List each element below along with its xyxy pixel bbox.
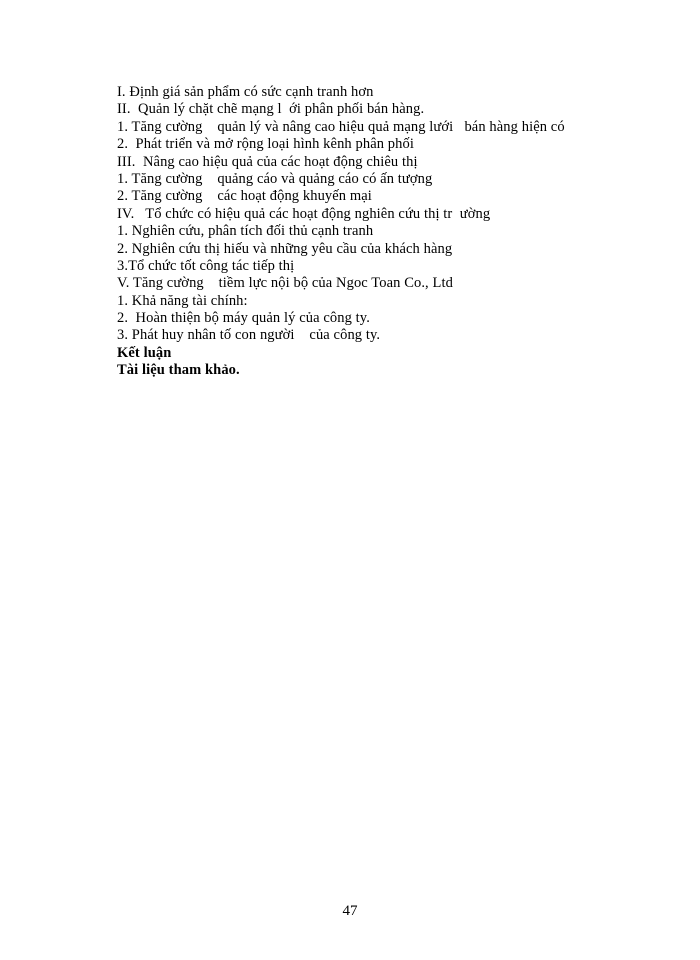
toc-line-8: IV. Tổ chức có hiệu quả các hoạt động nghiên cứu thị tr ường	[117, 205, 491, 222]
toc-line-references: Tài liệu tham khảo.	[117, 362, 240, 379]
page-number: 47	[342, 903, 358, 919]
toc-line-7: 2. Tăng cường các hoạt động khuyến mại	[117, 188, 372, 205]
toc-line-conclusion: Kết luận	[117, 344, 172, 361]
toc-line-13: 1. Khả năng tài chính:	[117, 292, 248, 309]
toc-line-5: III. Nâng cao hiệu quả của các hoạt động chiêu thị	[117, 153, 418, 170]
toc-line-15: 3. Phát huy nhân tố con người của công ty.	[117, 327, 381, 344]
toc-line-9: 1. Nghiên cứu, phân tích đối thủ cạnh tranh	[117, 223, 374, 240]
toc-line-10: 2. Nghiên cứu thị hiếu và những yêu cầu của khách hàng	[117, 240, 453, 257]
toc-line-1: I. Định giá sản phẩm có sức cạnh tranh hơn	[117, 84, 374, 100]
toc-line-12: V. Tăng cường tiềm lực nội bộ của Ngoc Toan Co., Ltd	[117, 275, 453, 292]
toc-line-2: II. Quản lý chặt chẽ mạng l ới phân phối bán hàng.	[117, 101, 425, 118]
table-of-contents	[117, 84, 637, 380]
toc-line-14: 2. Hoàn thiện bộ máy quản lý của công ty.	[117, 310, 370, 327]
toc-line-6: 1. Tăng cường quảng cáo và quảng cáo có ấn tượng	[117, 170, 433, 187]
toc-line-11: 3.Tổ chức tốt công tác tiếp thị	[117, 257, 295, 274]
toc-line-4: 2. Phát triển và mở rộng loại hình kênh phân phối	[117, 136, 414, 153]
toc-line-3: 1. Tăng cường quản lý và nâng cao hiệu quả mạng lưới bán hàng hiện có	[117, 118, 565, 135]
